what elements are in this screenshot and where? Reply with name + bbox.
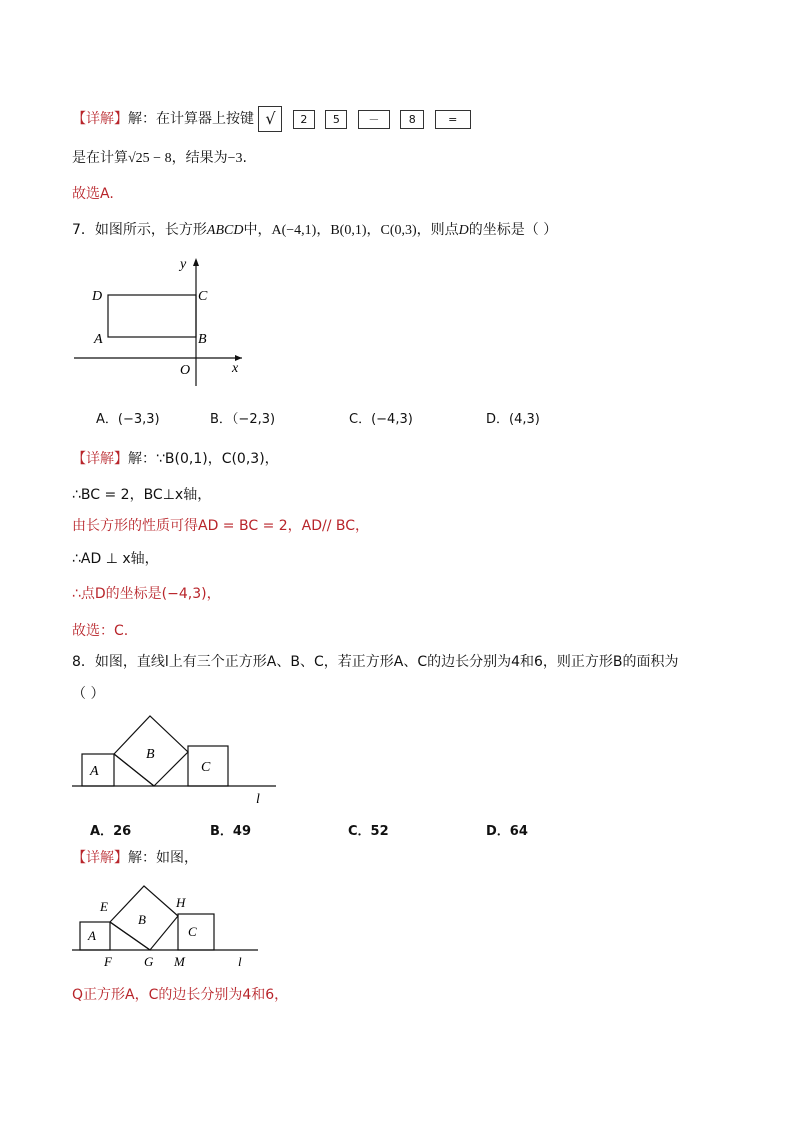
q7-answer-line5: ∴点D的坐标是(−4,3)，: [72, 586, 221, 602]
q8-option-d: [486, 820, 528, 839]
option-letter: B．: [210, 824, 233, 839]
label-a: A: [88, 928, 96, 943]
text: .: [242, 150, 247, 166]
label-b: B: [138, 912, 146, 927]
label-y: y: [180, 257, 187, 272]
rectangle-abcd: [108, 295, 196, 337]
option-letter: D．: [486, 412, 510, 427]
text: ，则点: [416, 222, 459, 238]
label-o: O: [180, 363, 191, 378]
rect-name: ABCD: [206, 223, 244, 238]
q8-stem-line1: 8．如图，直线l上有三个正方形A、B、C，若正方形A、C的边长分别为4和6，则正方形B的面积为: [72, 654, 679, 670]
q7-answer-line3: 由长方形的性质可得AD = BC = 2，AD// BC，: [72, 518, 370, 534]
label-a: A: [90, 764, 99, 779]
text: ，结果为: [171, 150, 228, 166]
label-d: D: [92, 289, 103, 304]
q7-option-d: [486, 408, 540, 427]
key-2: 2: [293, 110, 315, 129]
label-l: l: [238, 954, 242, 969]
option-letter: C．: [349, 412, 372, 427]
answer-label: 【详解】: [72, 850, 128, 866]
points: A(−4,1)，B(0,1)，C(0,3): [271, 223, 417, 238]
option-value: (−4,3): [371, 412, 413, 427]
q8-answer-last-line: Q正方形A，C的边长分别为4和6，: [72, 987, 289, 1003]
text: 中，: [243, 222, 272, 238]
option-value: 26: [113, 824, 132, 839]
label-h: H: [176, 895, 186, 910]
q7-figure: [60, 250, 260, 390]
q8-option-a: [90, 820, 131, 839]
option-letter: A．: [96, 412, 118, 427]
q7-answer-line4: ∴AD ⊥ x轴，: [72, 551, 159, 567]
text: 是在计算: [72, 150, 128, 166]
text: 的坐标是（ ）: [468, 222, 558, 238]
answer-label: 【详解】: [72, 111, 128, 127]
q7-option-c: [349, 408, 413, 427]
y-arrow: [193, 258, 199, 266]
option-value: (4,3): [509, 412, 540, 427]
label-c: C: [198, 289, 208, 304]
q7-answer-line2: ∴BC = 2，BC⊥x轴，: [72, 487, 212, 503]
q7-answer-line1: [72, 449, 279, 469]
q8-stem-line2: （ ）: [72, 686, 105, 702]
key-minus: －: [358, 110, 390, 129]
key-8: 8: [400, 110, 424, 129]
option-value: (−3,3): [117, 412, 160, 427]
option-value: 49: [232, 824, 252, 839]
answer-text: 解：如图，: [128, 850, 198, 866]
option-letter: B．: [210, 412, 232, 427]
q8-answer-line1: [72, 848, 198, 868]
label-c: C: [201, 760, 211, 775]
label-g: G: [144, 954, 154, 969]
key-equals: =: [435, 110, 471, 129]
q6-choice: 故选A.: [72, 186, 114, 202]
label-l: l: [256, 792, 260, 807]
point-d: D: [458, 223, 469, 238]
q8-option-c: [348, 820, 389, 839]
label-f: F: [104, 954, 112, 969]
option-letter: A．: [90, 824, 114, 839]
answer-label: 【详解】: [72, 451, 128, 467]
label-x: x: [232, 361, 239, 376]
q7-option-a: [96, 408, 160, 427]
q6-answer-line2: [72, 148, 247, 169]
q7-choice: 故选：C.: [72, 623, 129, 639]
label-b: B: [146, 747, 155, 762]
q6-answer-line1: [72, 106, 477, 132]
label-m: M: [174, 954, 185, 969]
text: 7．如图所示，长方形: [72, 222, 207, 238]
result: −3: [227, 151, 243, 166]
label-a: A: [94, 332, 103, 347]
q7-stem: [72, 220, 557, 241]
option-letter: D．: [486, 824, 510, 839]
answer-text: 解：∵B(0,1)，C(0,3)，: [128, 451, 279, 467]
label-e: E: [100, 899, 108, 914]
q8-figure: [66, 708, 286, 808]
q7-option-b: [210, 408, 275, 427]
option-letter: C．: [348, 824, 371, 839]
key-5: 5: [325, 110, 347, 129]
q8-answer-figure: [66, 876, 266, 976]
label-b: B: [198, 332, 207, 347]
label-c: C: [188, 924, 197, 939]
option-value: 52: [370, 824, 389, 839]
q8-option-b: [210, 820, 251, 839]
sqrt-key: √: [258, 106, 282, 132]
option-value: （−2,3): [231, 412, 276, 427]
answer-text: 解：在计算器上按键: [128, 111, 254, 127]
option-value: 64: [509, 824, 528, 839]
expression: √25 − 8: [128, 151, 172, 166]
